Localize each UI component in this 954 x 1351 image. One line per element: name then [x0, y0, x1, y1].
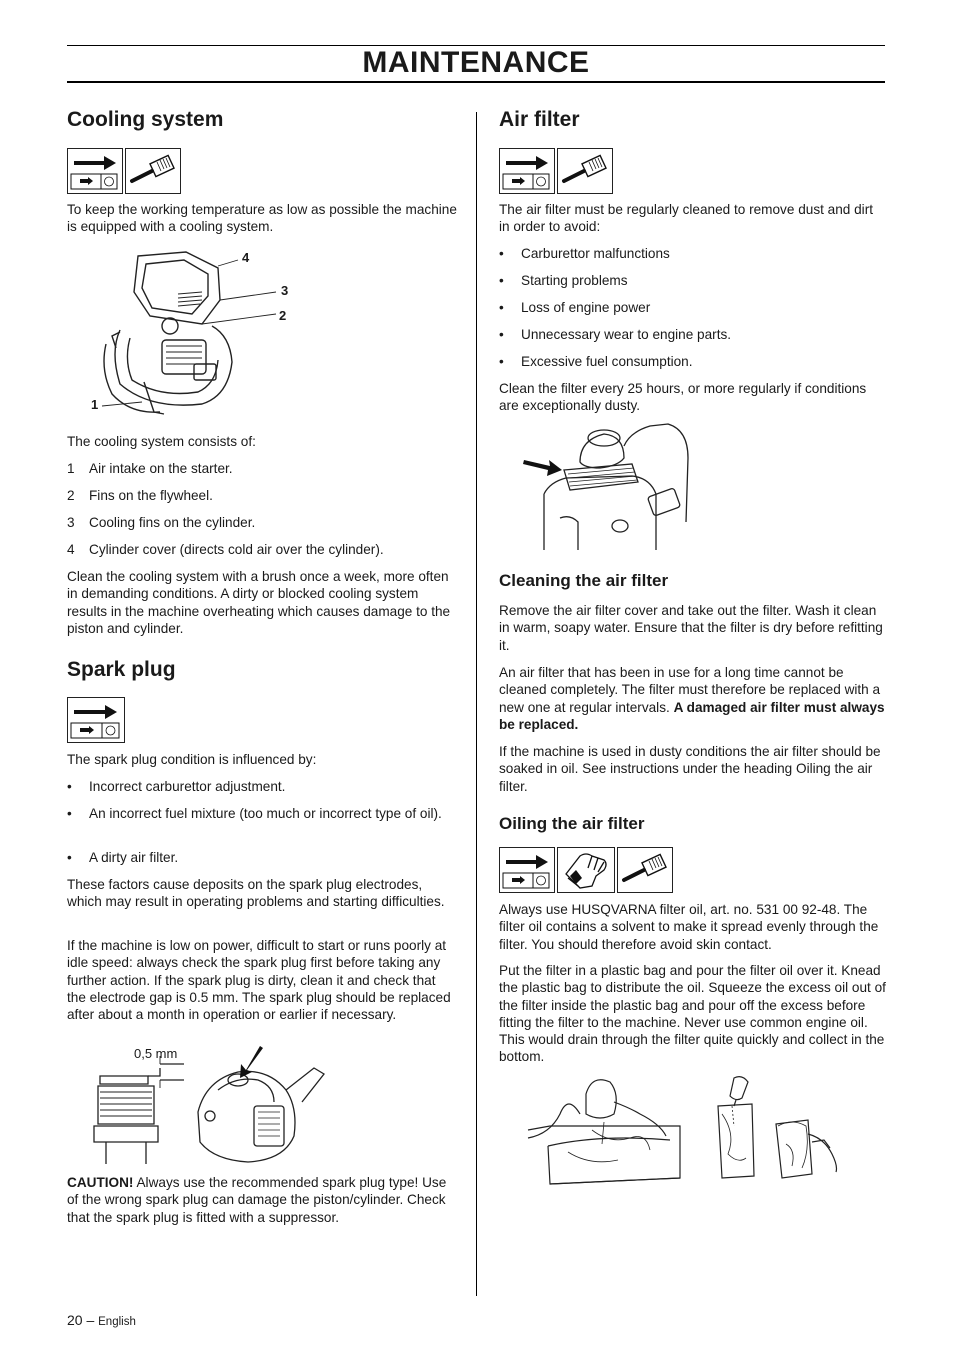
electrode-gap-label: 0,5 mm	[134, 1046, 178, 1061]
column-divider	[476, 112, 477, 1296]
oiling-heading: Oiling the air filter	[499, 814, 645, 833]
page-footer	[67, 1312, 136, 1328]
header-bottom-rule	[67, 81, 885, 83]
spark-heading: Spark plug	[67, 658, 176, 681]
spark-intro: The spark plug condition is influenced by:	[67, 752, 317, 767]
callout-4: 4	[242, 250, 250, 265]
cleaning-heading: Cleaning the air filter	[499, 571, 669, 590]
glove-icon	[557, 847, 615, 893]
stop-engine-icon	[499, 148, 555, 194]
spark-factors: These factors cause deposits on the spark plug electrodes, which may result in operating problems and starting difficulties.	[67, 877, 445, 910]
cleaning-p2: An air filter that has been in use for a long time cannot be cleaned completely. The filter must therefore be replaced with a new one at regular intervals. A damaged air filter must always be replaced.	[499, 665, 885, 732]
cleaning-p3: If the machine is used in dusty conditions the air filter should be soaked in oil. See instructions under the heading Oiling the air filter.	[499, 744, 881, 794]
cleaning-p1: Remove the air filter cover and take out the filter. Wash it clean in warm, soapy water. Ensure that the filter is dry before refitting it.	[499, 603, 883, 653]
air-filter-illustration	[520, 422, 692, 552]
stop-engine-icon	[67, 148, 123, 194]
cooling-heading: Cooling system	[67, 108, 224, 131]
page-number: 20 –	[67, 1312, 99, 1328]
footer-language: English	[98, 1316, 136, 1328]
brush-icon	[617, 847, 673, 893]
brush-icon	[557, 148, 613, 194]
cooling-clean: Clean the cooling system with a brush once a week, more often in demanding conditions. A dirty or blocked cooling system results in the machine overheating which causes damage to the piston and cylinder.	[67, 569, 451, 636]
callout-1: 1	[91, 397, 99, 412]
stop-engine-icon	[67, 697, 125, 743]
kneading-filter-illustration	[520, 1074, 682, 1186]
callout-3: 3	[281, 283, 289, 298]
air-intro: The air filter must be regularly cleaned to remove dust and dirt in order to avoid:	[499, 202, 874, 235]
brush-icon	[125, 148, 181, 194]
page-title: MAINTENANCE	[362, 46, 590, 79]
cooling-intro: To keep the working temperature as low as possible the machine is equipped with a cooling system.	[67, 202, 457, 235]
air-interval: Clean the filter every 25 hours, or more regularly if conditions are exceptionally dusty.	[499, 381, 867, 414]
cooling-system-illustration	[90, 244, 300, 422]
oiling-p1: Always use HUSQVARNA filter oil, art. no. 531 00 92-48. The filter oil contains a solvent to make it spread evenly through the filter. You should therefore avoid skin contact.	[499, 902, 879, 952]
oiling-p2: Put the filter in a plastic bag and pour the filter oil over it. Knead the plastic bag to distribute the oil. Squeeze the excess oil out of the filter inside the plastic bag and pour off the excess before fitting the filter to the machine. Never use common engine oil. This would drain through the filter quite quickly and collect in the bottom.	[499, 963, 886, 1065]
spark-plug-illustration	[88, 1046, 328, 1166]
air-filter-heading: Air filter	[499, 108, 580, 131]
pouring-oil-illustration	[712, 1074, 842, 1186]
spark-low-power: If the machine is low on power, difficult to start or runs poorly at idle speed: always check the spark plug first before taking any further action. If the spark plug is dirty, clean it and check that the electrode gap is 0.5 mm. The spark plug should be replaced after about a month in operation or earlier if necessary.	[67, 938, 451, 1023]
cooling-consists: The cooling system consists of:	[67, 434, 256, 449]
spark-caution: CAUTION! Always use the recommended spark plug type! Use of the wrong spark plug can damage the piston/cylinder. Check that the spark plug is fitted with a suppressor.	[67, 1175, 447, 1225]
callout-2: 2	[279, 308, 287, 323]
stop-engine-icon	[499, 847, 555, 893]
